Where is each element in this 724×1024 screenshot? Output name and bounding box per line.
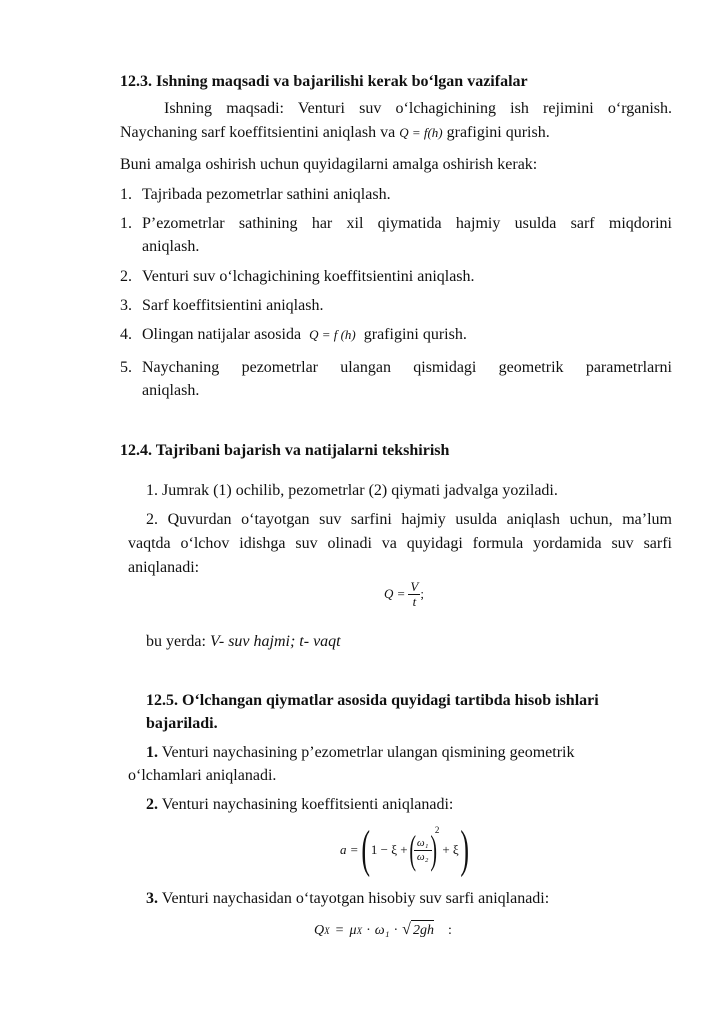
section-12-5-heading: 12.5. O‘lchangan qiymatlar asosida quyidagi tartibda hisob ishlari bbox=[146, 692, 599, 709]
list-item-text: Sarf koeffitsientini aniqlash. bbox=[142, 297, 324, 314]
list-item-text-cont: aniqlash. bbox=[142, 238, 200, 256]
omega-numerator: ω₁ bbox=[416, 837, 429, 850]
formula-one-minus-xi: 1 − ξ + bbox=[370, 841, 408, 857]
calc-step-1-number: 1. bbox=[146, 744, 158, 761]
list-item-text: Venturi suv o‘lchagichining koeffitsientini aniqlash. bbox=[142, 268, 475, 285]
sqrt-argument: 2gh bbox=[411, 920, 434, 941]
formula-dot: · bbox=[393, 923, 399, 938]
list-item-number: 1. bbox=[120, 186, 132, 203]
list-item-number: 5. bbox=[120, 359, 132, 376]
omega-ratio bbox=[414, 837, 432, 862]
formula-lhs: Q = bbox=[384, 586, 406, 602]
formula-fraction bbox=[408, 580, 420, 610]
list-item-text-cont: aniqlash. bbox=[142, 382, 200, 400]
list-item bbox=[120, 265, 475, 288]
list-item-text: Olingan natijalar asosida bbox=[142, 326, 302, 343]
right-paren: ) bbox=[460, 821, 469, 878]
list-item bbox=[120, 356, 672, 402]
goal-line-2-end: grafigini qurish. bbox=[446, 124, 550, 141]
list-item-number: 2. bbox=[120, 268, 132, 285]
q-fh-formula: Q = f (h) bbox=[309, 327, 356, 342]
section-12-4-heading: 12.4. Tajribani bajarish va natijalarni tekshirish bbox=[120, 442, 450, 459]
formula-end: : bbox=[447, 923, 452, 938]
variables-legend-label: bu yerda: bbox=[146, 633, 206, 650]
formula-plus-xi: + ξ bbox=[442, 841, 459, 857]
calc-step-3 bbox=[146, 887, 549, 910]
list-item-number: 1. bbox=[120, 215, 132, 232]
list-item-text: Naychaning pezometrlar ulangan qismidagi geometrik parametrlarni bbox=[142, 359, 672, 376]
calc-step-1 bbox=[146, 741, 575, 764]
omega-denominator: ω₂ bbox=[414, 850, 432, 863]
venturi-coefficient-formula bbox=[340, 822, 467, 878]
formula-equals: = bbox=[335, 923, 344, 938]
step-2-line-1: 2. Quvurdan o‘tayotgan suv sarfini hajmiy usulda aniqlash uchun, ma’lum bbox=[146, 511, 672, 528]
left-paren: ( bbox=[360, 821, 370, 878]
discharge-formula bbox=[314, 918, 452, 941]
section-12-5-heading-cont: bajariladi. bbox=[146, 715, 218, 732]
formula-denominator: t bbox=[408, 594, 420, 609]
calc-step-3-number: 3. bbox=[146, 890, 158, 907]
sqrt-sign: √ bbox=[402, 921, 411, 938]
formula-mu: μ bbox=[349, 923, 357, 938]
goal-line-2-text: Naychaning sarf koeffitsientini aniqlash va bbox=[120, 124, 396, 141]
step-2-line-2: vaqtda o‘lchov idishga suv olinadi va quyidagi formula yordamida suv sarfi bbox=[128, 535, 672, 552]
list-item bbox=[120, 323, 467, 346]
inner-left-paren: ( bbox=[408, 827, 416, 872]
formula-exponent: 2 bbox=[434, 825, 440, 835]
goal-line-2 bbox=[120, 121, 550, 144]
q-fh-formula: Q = f(h) bbox=[399, 125, 443, 140]
list-item bbox=[120, 183, 391, 206]
step-1-text: 1. Jumrak (1) ochilib, pezometrlar (2) qiymati jadvalga yoziladi. bbox=[146, 482, 558, 499]
formula-lhs: a = bbox=[340, 841, 359, 857]
formula-q: Q bbox=[314, 923, 325, 938]
section-12-3-heading: 12.3. Ishning maqsadi va bajarilishi kerak bo‘lgan vazifalar bbox=[120, 73, 528, 90]
formula-omega: ω₁ bbox=[374, 923, 390, 938]
tasks-intro: Buni amalga oshirish uchun quyidagilarni amalga oshirish kerak: bbox=[120, 156, 538, 173]
calc-step-1-cont: o‘lchamlari aniqlanadi. bbox=[128, 767, 277, 784]
flow-rate-formula bbox=[384, 580, 424, 610]
list-item-number: 4. bbox=[120, 326, 132, 343]
calc-step-2-text: Venturi naychasining koeffitsienti aniqlanadi: bbox=[161, 796, 454, 813]
list-item bbox=[120, 294, 323, 317]
calc-step-1-text: Venturi naychasining p’ezometrlar ulangan qismining geometrik bbox=[161, 744, 575, 761]
calc-step-3-text: Venturi naychasidan o‘tayotgan hisobiy suv sarfi aniqlanadi: bbox=[161, 890, 550, 907]
calc-step-2-number: 2. bbox=[146, 796, 158, 813]
list-item-text: P’ezometrlar sathining har xil qiymatida hajmiy usulda sarf miqdorini bbox=[142, 215, 672, 232]
formula-end: ; bbox=[420, 586, 424, 602]
list-item-text-end: grafigini qurish. bbox=[363, 326, 467, 343]
calc-step-2 bbox=[146, 793, 453, 816]
formula-numerator: V bbox=[410, 579, 419, 594]
formula-dot: · bbox=[366, 923, 371, 938]
goal-line-1: Ishning maqsadi: Venturi suv o‘lchagichining ish rejimini o‘rganish. bbox=[164, 100, 672, 117]
formula-mu-sub: X bbox=[356, 926, 363, 936]
variables-legend-text: V- suv hajmi; t- vaqt bbox=[209, 633, 341, 650]
formula-q-sub: X bbox=[324, 926, 330, 936]
inner-right-paren: ) bbox=[429, 827, 437, 872]
list-item-text: Tajribada pezometrlar sathini aniqlash. bbox=[142, 186, 391, 203]
step-2-line-3: aniqlanadi: bbox=[128, 559, 200, 576]
list-item bbox=[120, 212, 672, 258]
variables-legend bbox=[146, 630, 341, 653]
list-item-number: 3. bbox=[120, 297, 132, 314]
